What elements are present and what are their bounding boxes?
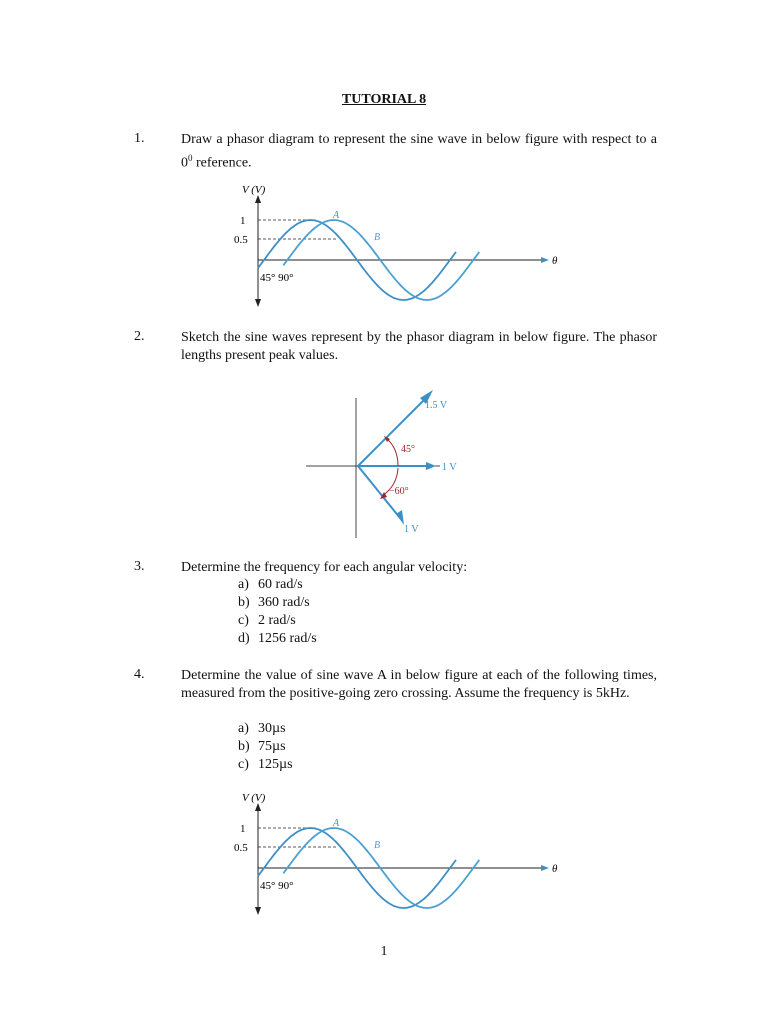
phasor-label-1v-lower: 1 V <box>404 524 419 535</box>
wave-a-label: A <box>333 818 340 829</box>
tick-label-1: 1 <box>240 215 246 227</box>
angle-label-neg60: −60° <box>389 486 409 497</box>
y-axis-arrow-down <box>255 907 261 915</box>
question-4-number: 4. <box>134 667 145 682</box>
sine-wave-figure-2 <box>226 788 566 918</box>
question-4-option-b: b) 75µs <box>238 739 286 754</box>
page-number: 1 <box>380 944 388 959</box>
sine-wave-figure-1 <box>226 180 566 310</box>
y-axis-label: V (V) <box>242 792 266 804</box>
tick-label-05: 0.5 <box>234 842 248 854</box>
angle-labels: 45° 90° <box>260 880 294 892</box>
y-axis-label: V (V) <box>242 184 266 196</box>
phasor-label-1v-horizontal: 1 V <box>442 462 457 473</box>
question-3-number: 3. <box>134 559 145 574</box>
question-4-options <box>238 720 293 774</box>
arc-45 <box>386 438 398 466</box>
question-3-text: Determine the frequency for each angular velocity: <box>181 560 468 575</box>
wave-a-label: A <box>333 210 340 221</box>
x-axis-arrow <box>541 865 549 871</box>
wave-b-label: B <box>374 232 381 243</box>
question-3-option-b: b) 360 rad/s <box>238 595 310 610</box>
angle-label-45: 45° <box>401 444 415 455</box>
tick-label-05: 0.5 <box>234 234 248 246</box>
x-axis-arrow <box>541 257 549 263</box>
question-4-option-c: c) 125µs <box>238 757 293 772</box>
x-axis-label: θ <box>552 863 558 875</box>
y-axis-arrow-up <box>255 803 261 811</box>
wave-b-label: B <box>374 840 381 851</box>
question-1-text-end: reference. <box>192 155 252 171</box>
phasor-1-5v-line <box>358 396 428 466</box>
phasor-label-1-5v: 1.5 V <box>425 400 448 411</box>
question-2-number: 2. <box>134 329 145 344</box>
page-title: TUTORIAL 8 <box>341 92 427 107</box>
x-axis-label: θ <box>552 255 558 267</box>
y-axis-arrow-down <box>255 299 261 307</box>
tick-label-1: 1 <box>240 823 246 835</box>
question-4-option-a: a) 30µs <box>238 721 286 736</box>
phasor-neg60-arrowhead <box>396 510 404 525</box>
question-1-superscript: 0 <box>188 153 193 163</box>
y-axis-arrow-up <box>255 195 261 203</box>
question-3-option-d: d) 1256 rad/s <box>238 631 317 646</box>
question-1-text <box>181 131 657 173</box>
question-3-option-a: a) 60 rad/s <box>238 577 303 592</box>
question-4-text: Determine the value of sine wave A in below figure at each of the following times, measured from the positive-going zero crossing. Assume the frequency is 5kHz. <box>181 668 657 701</box>
question-3-option-c: c) 2 rad/s <box>238 613 296 628</box>
angle-labels: 45° 90° <box>260 272 294 284</box>
question-2-text: Sketch the sine waves represent by the phasor diagram in below figure. The phasor lengths present peak values. <box>181 330 657 363</box>
question-1-text-main: Draw a phasor diagram to represent the sine wave in below figure with respect to a 0 <box>181 132 657 171</box>
question-1-number: 1. <box>134 131 145 146</box>
phasor-1v-arrowhead <box>426 462 436 470</box>
phasor-diagram <box>300 380 480 550</box>
question-3-options <box>238 576 317 648</box>
